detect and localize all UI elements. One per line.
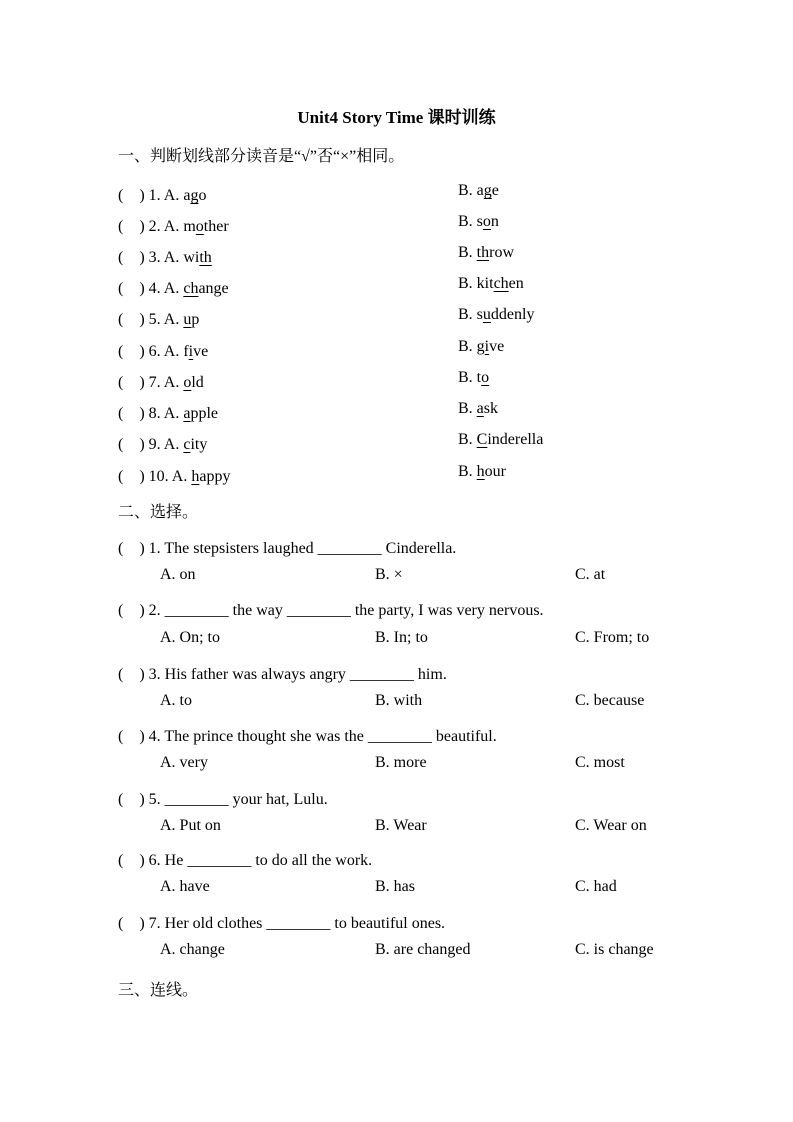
option-b-label: B. [458,244,477,261]
underlined-part: ch [493,275,509,292]
option-b-label: B. [458,431,477,448]
word-part: appy [199,468,231,485]
question-text: ( ) 7. Her old clothes ________ to beautiful ones. [118,915,446,932]
phonics-item [0,369,793,393]
option-a: A. on [160,566,196,583]
question-text: ( ) 5. ________ your hat, Lulu. [118,791,328,808]
word-part: s [476,213,483,230]
option-c: C. at [575,566,606,583]
option-c: C. is change [575,941,654,958]
option-b-label: B. [458,306,477,323]
underlined-part: ch [183,280,199,297]
option-b: B. In; to [375,629,428,646]
underlined-part: u [482,306,491,323]
option-c: C. had [575,878,617,895]
option-b-label: B. [458,182,477,199]
phonics-word-a [118,244,212,267]
item-label: ( ) 9. A. [118,436,184,453]
item-label: ( ) 7. A. [118,374,184,391]
option-b: B. with [375,692,423,709]
question-text: ( ) 6. He ________ to do all the work. [118,852,373,869]
underlined-part: th [476,244,490,261]
option-a: A. Put on [160,817,221,834]
option-c: C. because [575,692,645,709]
option-b-label: B. [458,463,477,480]
item-label: ( ) 1. A. [118,187,184,204]
phonics-item [0,400,793,424]
item-label: ( ) 3. A. [118,249,184,266]
section2-heading-row [0,499,793,523]
option-b: B. Wear [375,817,427,834]
section1-heading-row [0,143,793,167]
word-part: m [183,218,196,235]
phonics-item [0,213,793,237]
phonics-item [0,275,793,299]
section-heading: 三、连线。 [118,982,199,999]
word-part: our [484,463,506,480]
word-part: ddenly [490,306,535,323]
question-text: ( ) 3. His father was always angry ________ him. [118,666,447,683]
underlined-part: g [190,187,199,204]
word-part: kit [476,275,494,292]
choice-question [0,910,793,934]
option-b-label: B. [458,369,477,386]
option-b-label: B. [458,400,477,417]
phonics-word-b [458,306,534,324]
option-c: C. Wear on [575,817,647,834]
word-part: e [491,182,499,199]
underlined-part: i [188,343,194,360]
underlined-part: C [476,431,488,448]
word-part: inderella [487,431,544,448]
question-text: ( ) 2. ________ the way ________ the party, I was very nervous. [118,602,544,619]
question-text: ( ) 4. The prince thought she was the ________ beautiful. [118,728,497,745]
option-b-label: B. [458,213,477,230]
underlined-part: o [481,369,490,386]
choice-question [0,723,793,747]
word-part: p [191,311,200,328]
option-b: B. × [375,566,403,583]
word-part: sk [483,400,499,417]
underlined-part: i [484,338,490,355]
item-label: ( ) 2. A. [118,218,184,235]
option-c: C. From; to [575,629,650,646]
underlined-part: o [195,218,204,235]
phonics-item [0,338,793,362]
phonics-item [0,431,793,455]
word-part: ange [198,280,229,297]
option-b-label: B. [458,275,477,292]
section-heading: 二、选择。 [118,504,199,521]
underlined-part: a [476,400,484,417]
word-part: ve [489,338,505,355]
phonics-word-b [458,244,514,262]
option-b: B. are changed [375,941,471,958]
option-a: A. very [160,754,208,771]
item-label: ( ) 5. A. [118,311,184,328]
option-a: A. to [160,692,192,709]
question-text: ( ) 1. The stepsisters laughed ________ Cinderella. [118,540,457,557]
underlined-part: a [183,405,191,422]
phonics-word-b [458,369,489,387]
choice-options [0,566,793,590]
word-part: o [198,187,207,204]
option-a: A. On; to [160,629,220,646]
phonics-item [0,182,793,206]
word-part: n [490,213,499,230]
page-title: Unit4 Story Time 课时训练 [297,108,496,127]
word-part: t [476,369,482,386]
phonics-word-b [458,431,543,449]
phonics-word-a [118,338,208,361]
section-heading: 一、判断划线部分读音是“√”否“×”相同。 [118,148,405,165]
choice-options [0,692,793,716]
choice-question [0,786,793,810]
option-b: B. has [375,878,415,895]
phonics-word-a [118,431,207,454]
word-part: en [508,275,524,292]
option-b: B. more [375,754,427,771]
phonics-word-a [118,306,199,329]
phonics-word-b [458,400,498,418]
underlined-part: h [476,463,485,480]
word-part: ther [203,218,229,235]
choice-options [0,754,793,778]
option-b-label: B. [458,338,477,355]
word-part: wi [183,249,200,266]
phonics-word-b [458,338,504,356]
phonics-word-a [118,213,229,236]
item-label: ( ) 6. A. [118,343,184,360]
phonics-item [0,306,793,330]
choice-options [0,817,793,841]
phonics-word-a [118,182,206,205]
underlined-part: o [183,374,192,391]
choice-options [0,941,793,965]
choice-options [0,629,793,653]
phonics-word-a [118,369,204,392]
phonics-item [0,244,793,268]
item-label: ( ) 10. A. [118,468,192,485]
phonics-word-a [118,400,218,423]
underlined-part: u [183,311,192,328]
word-part: row [489,244,515,261]
option-a: A. change [160,941,225,958]
choice-question [0,597,793,621]
word-part: pple [190,405,218,422]
phonics-word-b [458,182,499,200]
word-part: a [183,187,191,204]
option-c: C. most [575,754,625,771]
phonics-word-b [458,213,499,231]
phonics-word-a [118,275,229,298]
choice-question [0,661,793,685]
choice-options [0,878,793,902]
underlined-part: h [191,468,200,485]
section3-heading-row [0,977,793,1001]
word-part: s [476,306,483,323]
underlined-part: c [183,436,191,453]
choice-question [0,847,793,871]
choice-question [0,535,793,559]
word-part: ity [190,436,208,453]
item-label: ( ) 8. A. [118,405,184,422]
phonics-word-b [458,275,524,293]
underlined-part: th [199,249,212,266]
underlined-part: g [483,182,492,199]
phonics-item [0,463,793,487]
word-part: ld [191,374,204,391]
option-a: A. have [160,878,210,895]
item-label: ( ) 4. A. [118,280,184,297]
phonics-word-a [118,463,230,486]
word-part: g [476,338,485,355]
underlined-part: o [482,213,491,230]
phonics-word-b [458,463,506,481]
word-part: f [183,343,189,360]
word-part: ve [193,343,209,360]
word-part: a [476,182,484,199]
